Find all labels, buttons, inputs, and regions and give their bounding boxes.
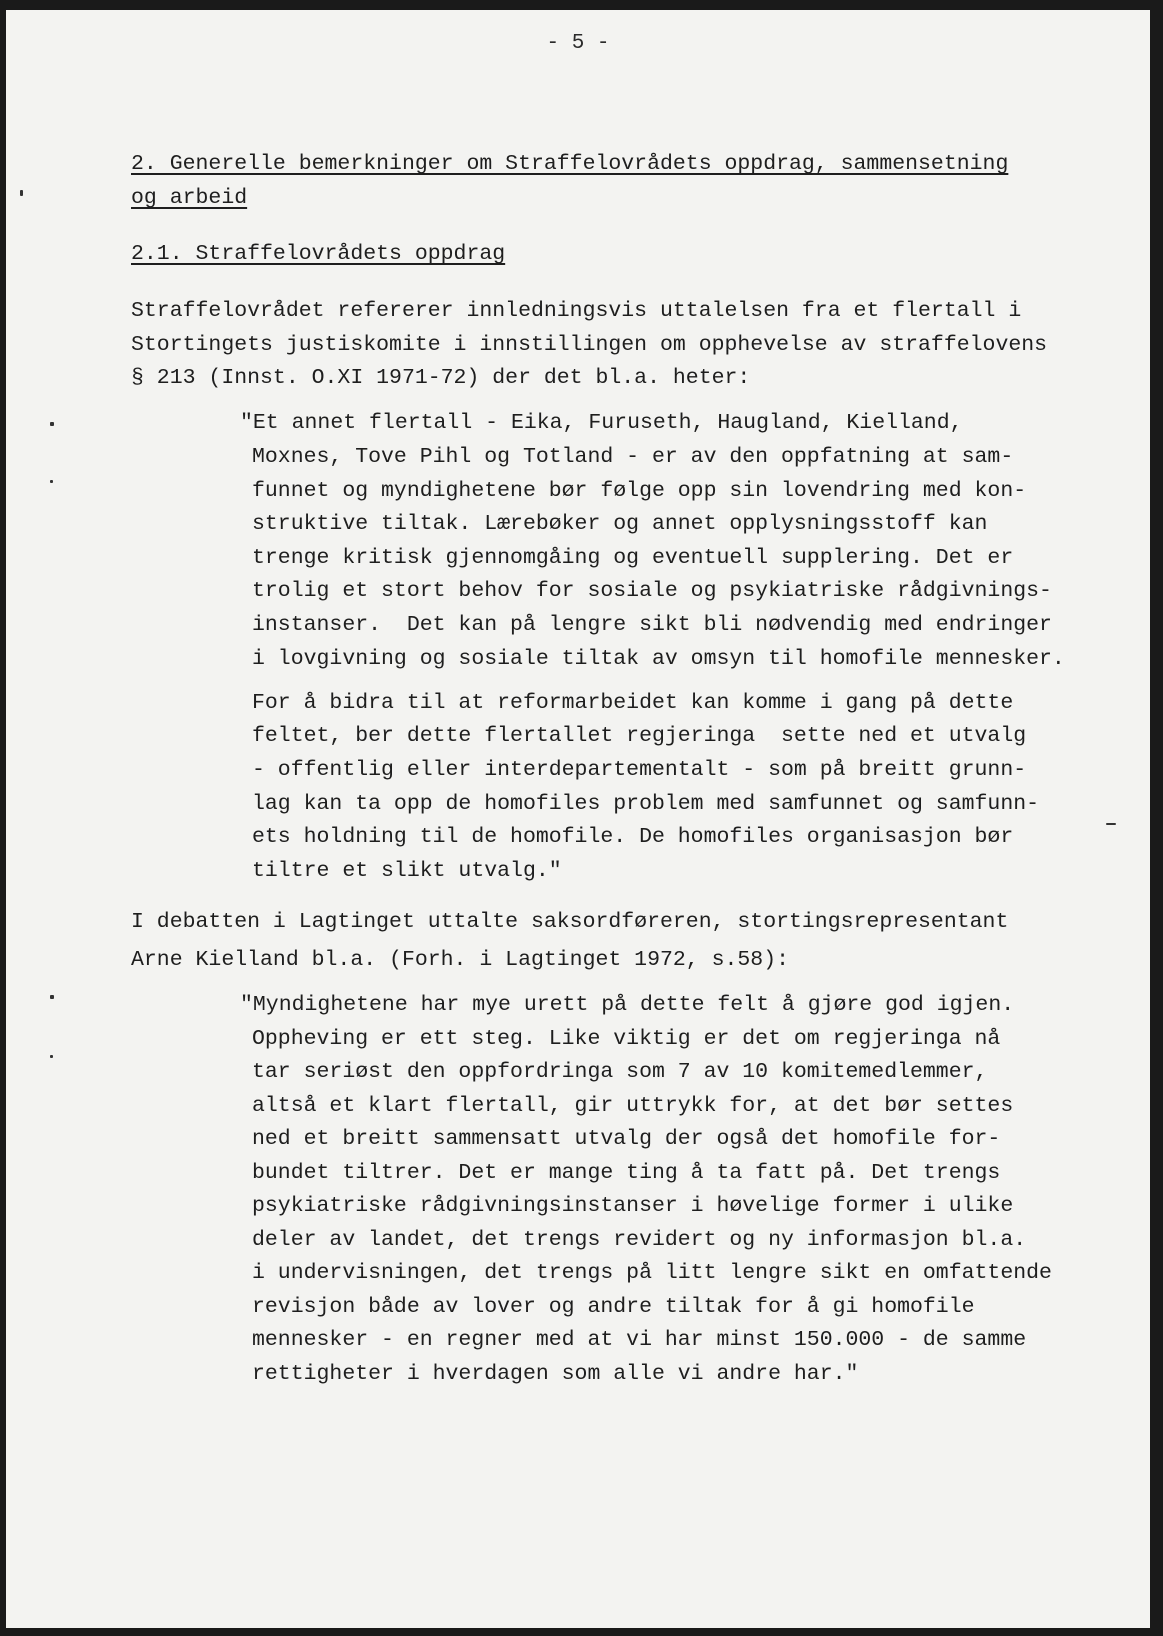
quote-line: Oppheving er ett steg. Like viktig er det om regjeringa nå — [252, 1027, 1001, 1051]
scan-mark — [50, 422, 54, 426]
quote-line: ets holdning til de homofile. De homofiles organisasjon bør — [252, 825, 1014, 849]
quote-line: instanser. Det kan på lengre sikt bli nødvendig med endringer — [252, 613, 1052, 637]
paragraph-line: Stortingets justiskomite i innstillingen om opphevelse av straffelovens — [131, 333, 1048, 357]
scan-mark — [50, 1055, 53, 1058]
scan-mark — [1106, 823, 1116, 825]
page-number: - 5 - — [546, 32, 610, 55]
scan-mark — [50, 480, 53, 483]
quote-line: trolig et stort behov for sosiale og psykiatriske rådgivnings- — [252, 579, 1052, 603]
subsection-title: 2.1. Straffelovrådets oppdrag — [131, 242, 506, 266]
quote-line: struktive tiltak. Lærebøker og annet opplysningsstoff kan — [252, 512, 988, 536]
scan-mark — [20, 190, 23, 196]
quote-line: - offentlig eller interdepartementalt - som på breitt grunn- — [252, 758, 1027, 782]
quote-line: feltet, ber dette flertallet regjeringa sette ned et utvalg — [252, 724, 1027, 748]
paragraph-line: I debatten i Lagtinget uttalte saksordføreren, stortingsrepresentant — [131, 910, 1009, 934]
quote-line: psykiatriske rådgivningsinstanser i høvelige former i ulike — [252, 1194, 1014, 1218]
quote-line: Moxnes, Tove Pihl og Totland - er av den oppfatning at sam- — [252, 445, 1014, 469]
quote-line: deler av landet, det trengs revidert og ny informasjon bl.a. — [252, 1228, 1027, 1252]
quote-line: For å bidra til at reformarbeidet kan komme i gang på dette — [252, 691, 1014, 715]
scan-mark — [50, 995, 54, 999]
paragraph-line: Straffelovrådet refererer innledningsvis uttalelsen fra et flertall i — [131, 299, 1022, 323]
quote-line: trenge kritisk gjennomgåing og eventuell supplering. Det er — [252, 546, 1014, 570]
quote-line: "Myndighetene har mye urett på dette felt å gjøre god igjen. — [240, 993, 1015, 1017]
document-page — [6, 10, 1150, 1628]
quote-line: tiltre et slikt utvalg." — [252, 859, 562, 883]
quote-line: i undervisningen, det trengs på litt lengre sikt en omfattende — [252, 1261, 1052, 1285]
quote-line: i lovgivning og sosiale tiltak av omsyn til homofile mennesker. — [252, 647, 1065, 671]
quote-line: tar seriøst den oppfordringa som 7 av 10 komitemedlemmer, — [252, 1060, 988, 1084]
section-title-line-2: og arbeid — [131, 186, 248, 210]
quote-line: rettigheter i hverdagen som alle vi andre har." — [252, 1362, 859, 1386]
quote-line: "Et annet flertall - Eika, Furuseth, Haugland, Kielland, — [240, 411, 963, 435]
quote-line: bundet tiltrer. Det er mange ting å ta fatt på. Det trengs — [252, 1161, 1001, 1185]
quote-line: revisjon både av lover og andre tiltak for å gi homofile — [252, 1295, 975, 1319]
quote-line: ned et breitt sammensatt utvalg der også det homofile for- — [252, 1127, 1001, 1151]
quote-line: altså et klart flertall, gir uttrykk for, at det bør settes — [252, 1094, 1014, 1118]
paragraph-line: § 213 (Innst. O.XI 1971-72) der det bl.a. heter: — [131, 366, 751, 390]
quote-line: mennesker - en regner med at vi har minst 150.000 - de samme — [252, 1328, 1027, 1352]
section-title-line-1: 2. Generelle bemerkninger om Straffelovrådets oppdrag, sammensetning — [131, 152, 1009, 176]
quote-line: funnet og myndighetene bør følge opp sin lovendring med kon- — [252, 479, 1027, 503]
quote-line: lag kan ta opp de homofiles problem med samfunnet og samfunn- — [252, 792, 1040, 816]
paragraph-line: Arne Kielland bl.a. (Forh. i Lagtinget 1972, s.58): — [131, 948, 790, 972]
